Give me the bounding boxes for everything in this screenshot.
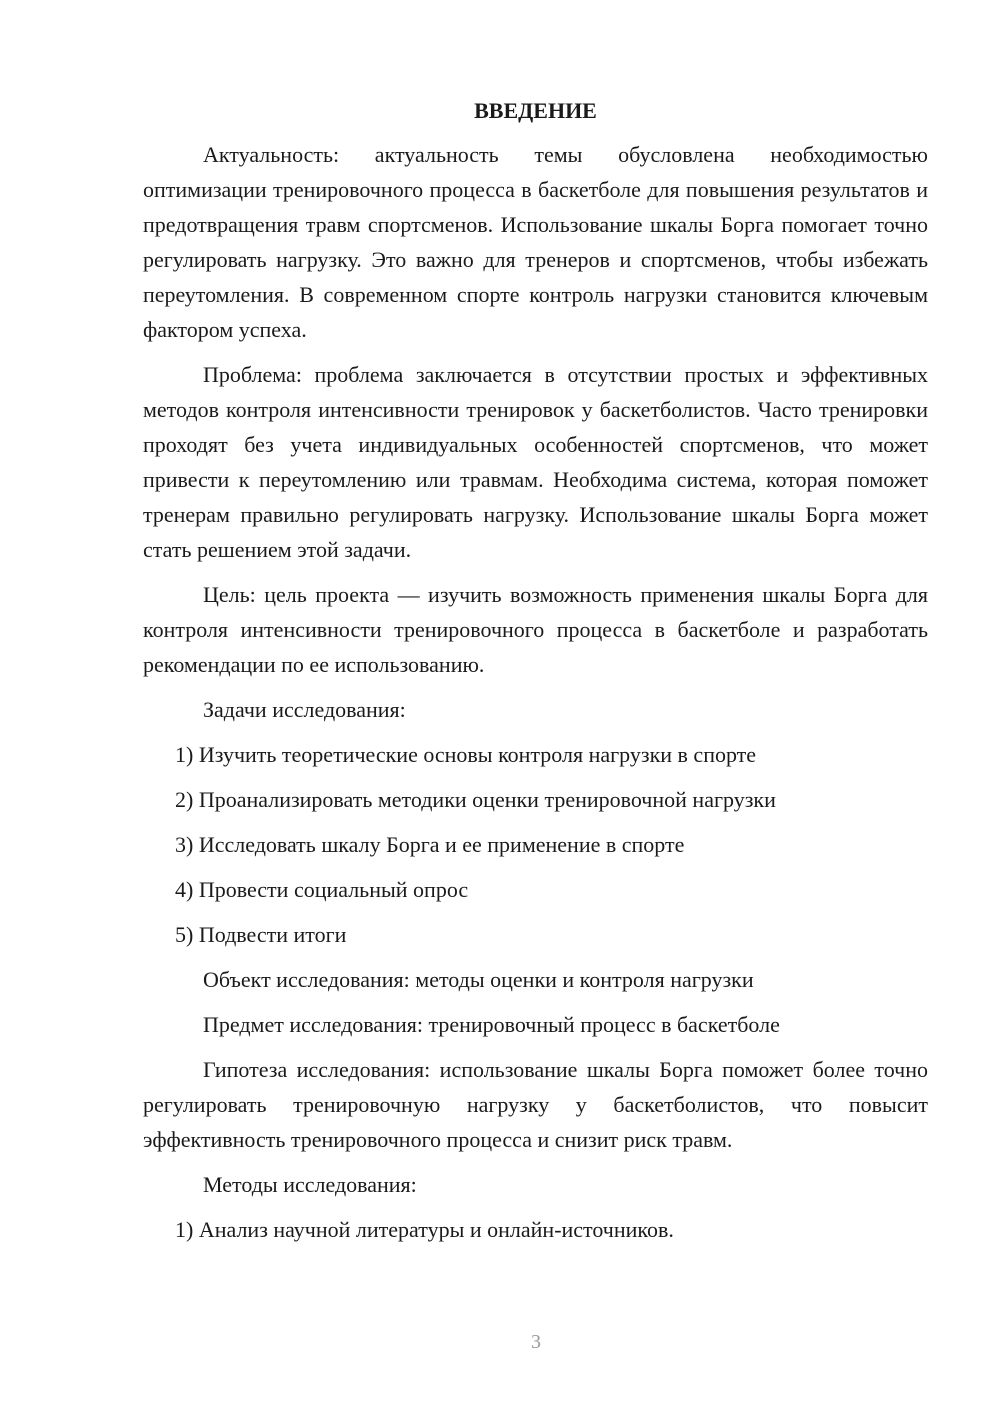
problem-paragraph: Проблема: проблема заключается в отсутствии простых и эффективных методов контроля интенсивности тренировок у баскетболистов. Часто тренировки проходят без учета индивидуальных особенностей спортсменов, что может привести к переутомлению или травмам. Необходима система, которая поможет тренерам правильно регулировать нагрузку. Использование шкалы Борга может стать решением этой задачи.	[143, 362, 928, 562]
task-item-4: 4) Провести социальный опрос	[175, 877, 469, 902]
document-body	[143, 97, 928, 1257]
page-number: 3	[531, 1331, 541, 1353]
task-item-1: 1) Изучить теоретические основы контроля нагрузки в спорте	[175, 742, 757, 767]
tasks-heading: Задачи исследования:	[203, 697, 406, 722]
method-item-1: 1) Анализ научной литературы и онлайн-источников.	[175, 1217, 674, 1242]
page-title: ВВЕДЕНИЕ	[474, 98, 597, 123]
hypothesis-paragraph: Гипотеза исследования: использование шкалы Борга поможет более точно регулировать тренировочную нагрузку у баскетболистов, что повысит эффективность тренировочного процесса и снизит риск травм.	[143, 1057, 928, 1152]
task-item-3: 3) Исследовать шкалу Борга и ее применение в спорте	[175, 832, 685, 857]
methods-heading: Методы исследования:	[203, 1172, 417, 1197]
task-item-2: 2) Проанализировать методики оценки тренировочной нагрузки	[175, 787, 776, 812]
relevance-paragraph: Актуальность: актуальность темы обусловлена необходимостью оптимизации тренировочного процесса в баскетболе для повышения результатов и предотвращения травм спортсменов. Использование шкалы Борга помогает точно регулировать нагрузку. Это важно для тренеров и спортсменов, чтобы избежать переутомления. В современном спорте контроль нагрузки становится ключевым фактором успеха.	[143, 142, 928, 342]
goal-paragraph: Цель: цель проекта — изучить возможность применения шкалы Борга для контроля интенсивности тренировочного процесса в баскетболе и разработать рекомендации по ее использованию.	[143, 582, 928, 677]
object-line: Объект исследования: методы оценки и контроля нагрузки	[203, 967, 754, 992]
subject-line: Предмет исследования: тренировочный процесс в баскетболе	[203, 1012, 780, 1037]
task-item-5: 5) Подвести итоги	[175, 922, 347, 947]
